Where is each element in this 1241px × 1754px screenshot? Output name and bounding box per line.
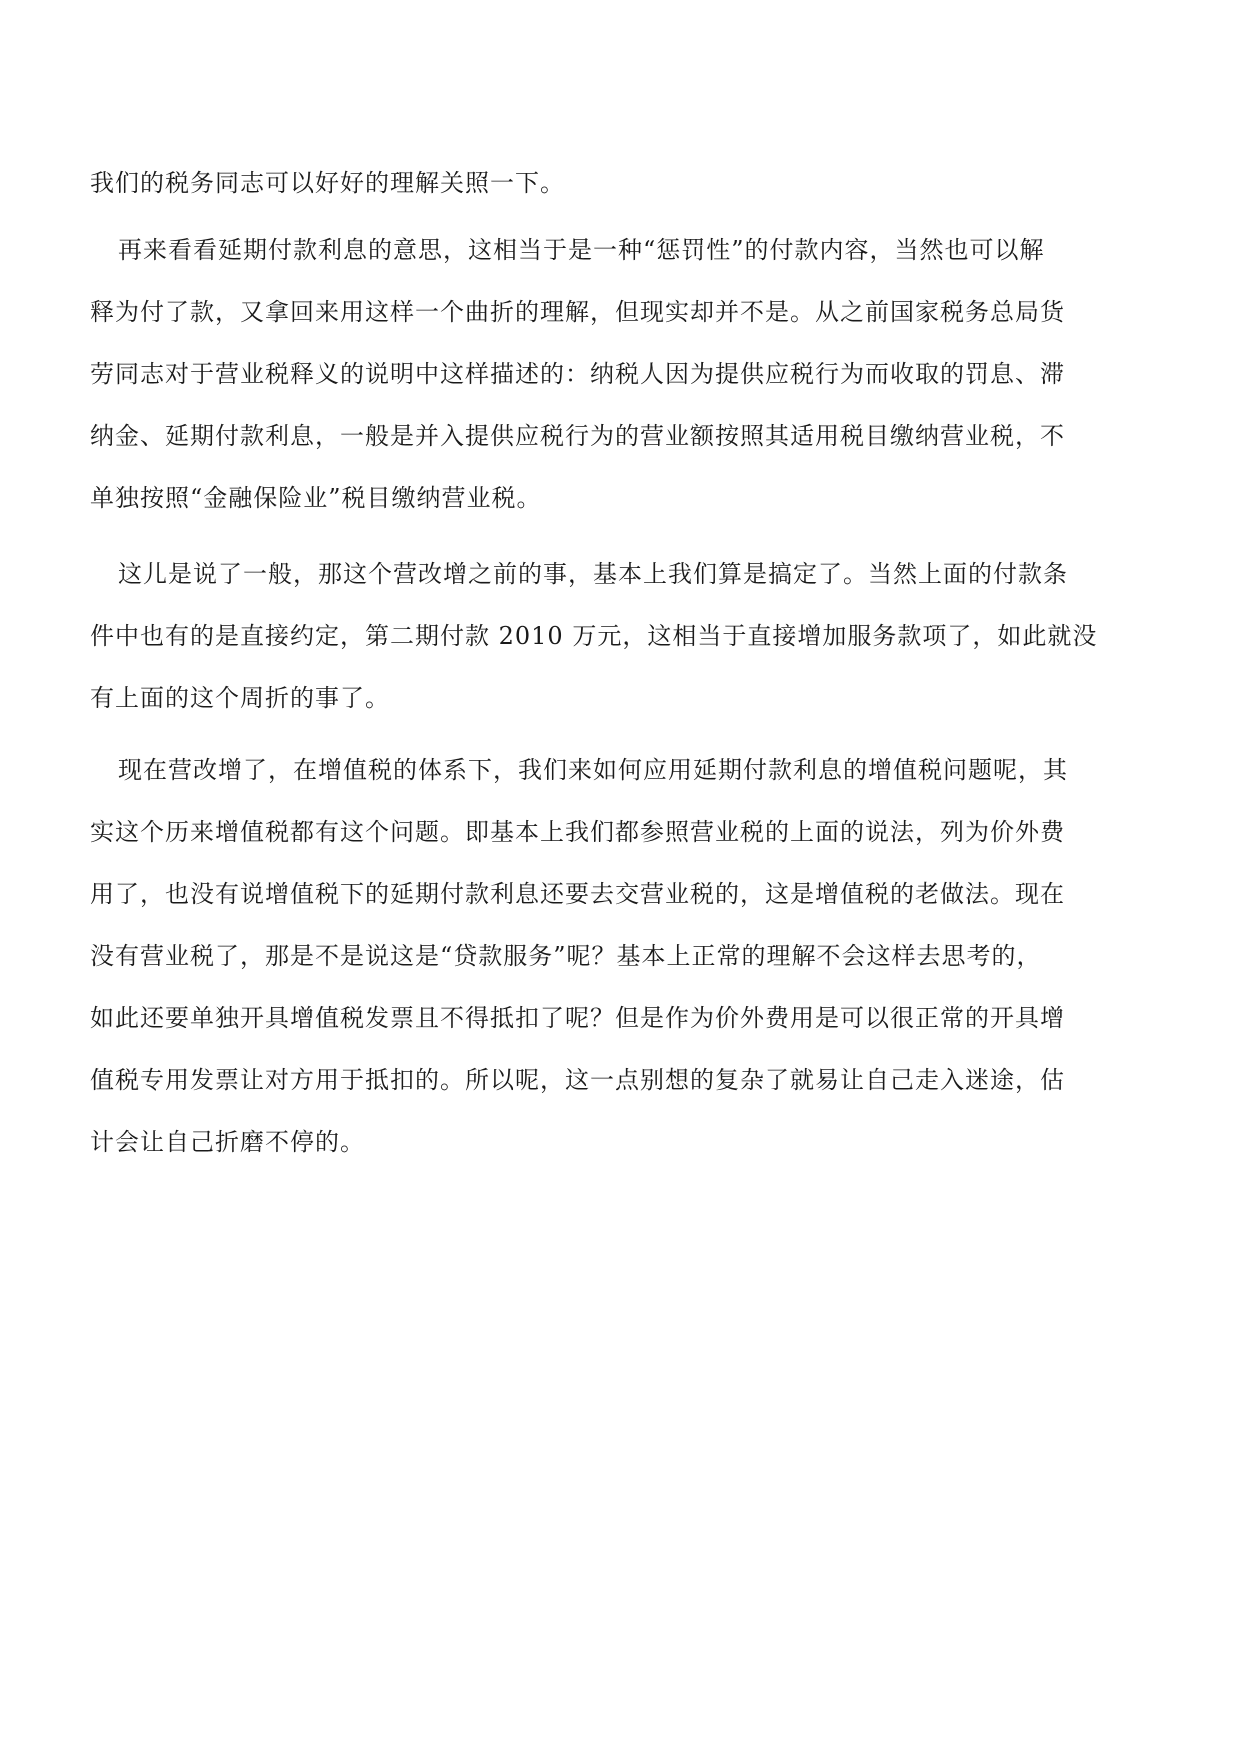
text-line: 劳同志对于营业税释义的说明中这样描述的：纳税人因为提供应税行为而收取的罚息、滞 [90, 360, 1065, 388]
text-line: 单独按照“金融保险业”税目缴纳营业税。 [90, 484, 542, 512]
text-line: 件中也有的是直接约定，第二期付款 2010 万元，这相当于直接增加服务款项了，如此就没 [90, 622, 1098, 650]
text-line: 我们的税务同志可以好好的理解关照一下。 [90, 169, 565, 197]
text-line: 再来看看延期付款利息的意思，这相当于是一种“惩罚性”的付款内容，当然也可以解 [118, 236, 1045, 264]
text-line: 计会让自己折磨不停的。 [90, 1128, 365, 1156]
paragraph-4 [90, 739, 1152, 1173]
text-line: 释为付了款，又拿回来用这样一个曲折的理解，但现实却并不是。从之前国家税务总局货 [90, 298, 1065, 326]
paragraph-1 [90, 152, 1152, 214]
text-line: 用了，也没有说增值税下的延期付款利息还要去交营业税的，这是增值税的老做法。现在 [90, 880, 1065, 908]
text-line: 有上面的这个周折的事了。 [90, 684, 390, 712]
text-line: 如此还要单独开具增值税发票且不得抵扣了呢？但是作为价外费用是可以很正常的开具增 [90, 1004, 1065, 1032]
paragraph-2 [90, 219, 1152, 529]
paragraph-3 [90, 543, 1152, 729]
text-line: 实这个历来增值税都有这个问题。即基本上我们都参照营业税的上面的说法，列为价外费 [90, 818, 1065, 846]
text-line: 值税专用发票让对方用于抵扣的。所以呢，这一点别想的复杂了就易让自己走入迷途，估 [90, 1066, 1065, 1094]
text-line: 这儿是说了一般，那这个营改增之前的事，基本上我们算是搞定了。当然上面的付款条 [118, 560, 1068, 588]
text-line: 纳金、延期付款利息，一般是并入提供应税行为的营业额按照其适用税目缴纳营业税，不 [90, 422, 1065, 450]
text-line: 没有营业税了，那是不是说这是“贷款服务”呢？基本上正常的理解不会这样去思考的， [90, 942, 1042, 970]
text-line: 现在营改增了，在增值税的体系下，我们来如何应用延期付款利息的增值税问题呢，其 [118, 756, 1068, 784]
